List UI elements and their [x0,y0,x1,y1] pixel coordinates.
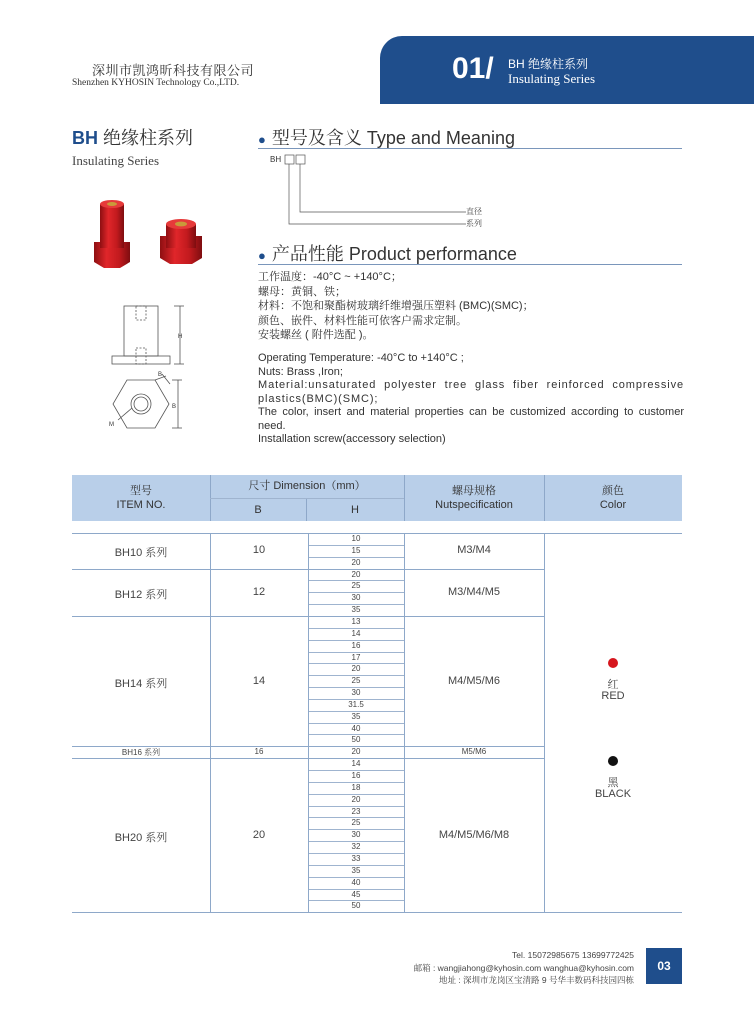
h-divider [308,865,404,866]
product-title [72,124,193,150]
h-divider [308,889,404,890]
h-value-cell: 25 [351,581,361,591]
h-divider [308,711,404,712]
short-insulator-icon [160,219,202,264]
h-divider [308,841,404,842]
row-divider [72,912,682,913]
h-value-cell: 35 [351,865,361,875]
h-value-cell: 32 [351,842,361,852]
h-divider [308,829,404,830]
item-name-cell: BH16 系列 [121,748,161,758]
perf-cn-line: 颜色、嵌件、材料性能可依客户需求定制。 [258,314,467,327]
perf-cn-line: 工作温度：-40°C ~ +140°C； [258,271,402,283]
nut-spec-cell: M5/M6 [461,747,487,757]
color-name-cn: 黑 [607,777,619,789]
company-name-cn: 深圳市凯鸿昕科技有限公司 [92,63,255,78]
item-name-cell: BH20 系列 [114,831,168,844]
tall-insulator-icon [94,200,130,268]
h-divider [308,652,404,653]
h-value-cell: 35 [351,711,361,721]
h-divider [308,770,404,771]
series-title-en: Insulating Series [508,71,596,86]
code-diagram [276,154,476,234]
item-name-cell: BH12 系列 [114,588,168,601]
model-code: BH [270,155,282,164]
section-number: 01/ [452,52,494,85]
h-divider [308,877,404,878]
page-number: 03 [646,948,682,984]
b-value-cell: 14 [252,674,266,687]
h-divider [308,640,404,641]
section-divider [258,148,682,149]
h-value-cell: 40 [351,723,361,733]
h-value-cell: 20 [351,747,361,757]
series-title-cn: BH 绝缘柱系列 [508,57,589,71]
h-divider [308,806,404,807]
h-divider [308,794,404,795]
h-value-cell: 31.5 [348,699,364,709]
h-divider [308,817,404,818]
h-value-cell: 45 [351,889,361,899]
h-divider [308,604,404,605]
product-title-cn: 绝缘柱系列 [98,128,194,148]
perf-en-line: The color, insert and material properties can be customized according to customer need. [258,406,684,432]
dim-label-b-side: B [172,404,177,410]
h-divider [308,663,404,664]
dim-label-m: M [109,422,114,428]
performance-en [258,352,684,447]
h-value-cell: 30 [351,688,361,698]
h-value-cell: 23 [351,806,361,816]
column-divider [210,533,211,912]
b-value-cell: 10 [252,544,266,557]
h-value-cell: 20 [351,569,361,579]
h-value-cell: 30 [351,830,361,840]
perf-en-line: Material:unsaturated polyester tree glass fiber reinforced compressive plastics(BMC)(SMC); [258,379,684,405]
th-dimension: 尺寸 Dimension（mm） [248,480,366,492]
perf-en-line: Operating Temperature: -40°C to +140°C ; [258,352,464,364]
h-divider [308,557,404,558]
h-divider [308,545,404,546]
item-name-cell: BH14 系列 [114,677,168,690]
h-divider [308,853,404,854]
item-name-cell: BH10 系列 [114,547,168,560]
h-value-cell: 15 [351,545,361,555]
label-series: 系列 [466,219,482,228]
h-value-cell: 50 [351,735,361,745]
b-value-cell: 12 [252,585,266,598]
label-diameter: 直径 [466,207,482,216]
type-meaning-heading: ● 型号及含义 Type and Meaning [258,128,515,148]
th-color: 颜色 Color [599,485,627,511]
th-b: B [254,504,262,516]
h-value-cell: 18 [351,782,361,792]
product-photo [88,196,218,276]
h-value-cell: 25 [351,818,361,828]
black-dot-icon [608,756,618,766]
h-value-cell: 33 [351,853,361,863]
nut-spec-cell: M3/M4 [457,544,491,557]
h-divider [308,675,404,676]
technical-drawing [98,296,198,436]
footer-tel: Tel. 15072985675 13699772425 [512,950,634,960]
performance-heading: ● 产品性能 Product performance [258,244,517,264]
h-value-cell: 17 [351,652,361,662]
dim-label-b-top: B [158,372,163,378]
product-code: BH [72,128,98,148]
nut-spec-cell: M3/M4/M5 [448,585,500,598]
h-divider [308,699,404,700]
section-divider [258,264,682,265]
dim-label-h: H [178,334,183,340]
h-divider [308,723,404,724]
th-item: 型号 ITEM NO. [116,485,166,511]
h-divider [308,734,404,735]
color-name-cn: 红 [607,679,619,691]
h-value-cell: 16 [351,771,361,780]
company-name-en: Shenzhen KYHOSIN Technology Co.,LTD. [72,78,240,88]
column-divider [404,533,405,912]
footer-address: 地址 : 深圳市龙岗区宝清路 9 号华丰数码科技园四栋 [438,975,634,985]
color-name-en: RED [601,690,625,702]
perf-en-line: Installation screw(accessory selection) [258,433,446,445]
nut-spec-cell: M4/M5/M6/M8 [438,828,510,841]
h-divider [308,580,404,581]
h-value-cell: 10 [351,534,361,543]
table-header [72,475,682,521]
column-divider [544,533,545,912]
th-nut: 螺母规格 Nutspecification [435,485,513,511]
nut-spec-cell: M4/M5/M6 [448,674,500,687]
red-dot-icon [608,658,618,668]
h-value-cell: 35 [351,605,361,615]
column-divider [308,533,309,912]
h-value-cell: 14 [351,628,361,638]
color-name-en: BLACK [594,788,632,800]
h-value-cell: 20 [351,557,361,567]
b-value-cell: 16 [254,747,264,757]
h-value-cell: 14 [351,759,361,769]
perf-cn-line: 材料：不饱和聚酯树玻璃纤维增强压塑料 (BMC)(SMC)； [258,300,534,312]
h-divider [308,687,404,688]
h-value-cell: 40 [351,877,361,887]
h-divider [308,592,404,593]
h-value-cell: 30 [351,593,361,603]
performance-cn [258,270,534,343]
perf-cn-line: 螺母：黄铜、铁； [258,285,346,298]
h-divider [308,782,404,783]
perf-en-line: Nuts: Brass ,Iron; [258,365,343,378]
h-value-cell: 13 [351,616,361,626]
h-value-cell: 20 [351,794,361,804]
th-h: H [351,504,359,516]
h-value-cell: 25 [351,676,361,686]
product-subtitle: Insulating Series [72,153,160,168]
bullet-icon: ● [258,247,266,263]
h-value-cell: 16 [351,640,361,650]
h-value-cell: 20 [351,664,361,674]
h-value-cell: 50 [351,901,361,911]
bullet-icon: ● [258,131,266,147]
footer-email: 邮箱 : wangjiahong@kyhosin.com wanghua@kyhosin.com [413,963,634,973]
b-value-cell: 20 [252,828,266,841]
perf-cn-line: 安装螺丝 ( 附件选配 )。 [258,329,374,341]
h-divider [308,628,404,629]
h-divider [308,900,404,901]
